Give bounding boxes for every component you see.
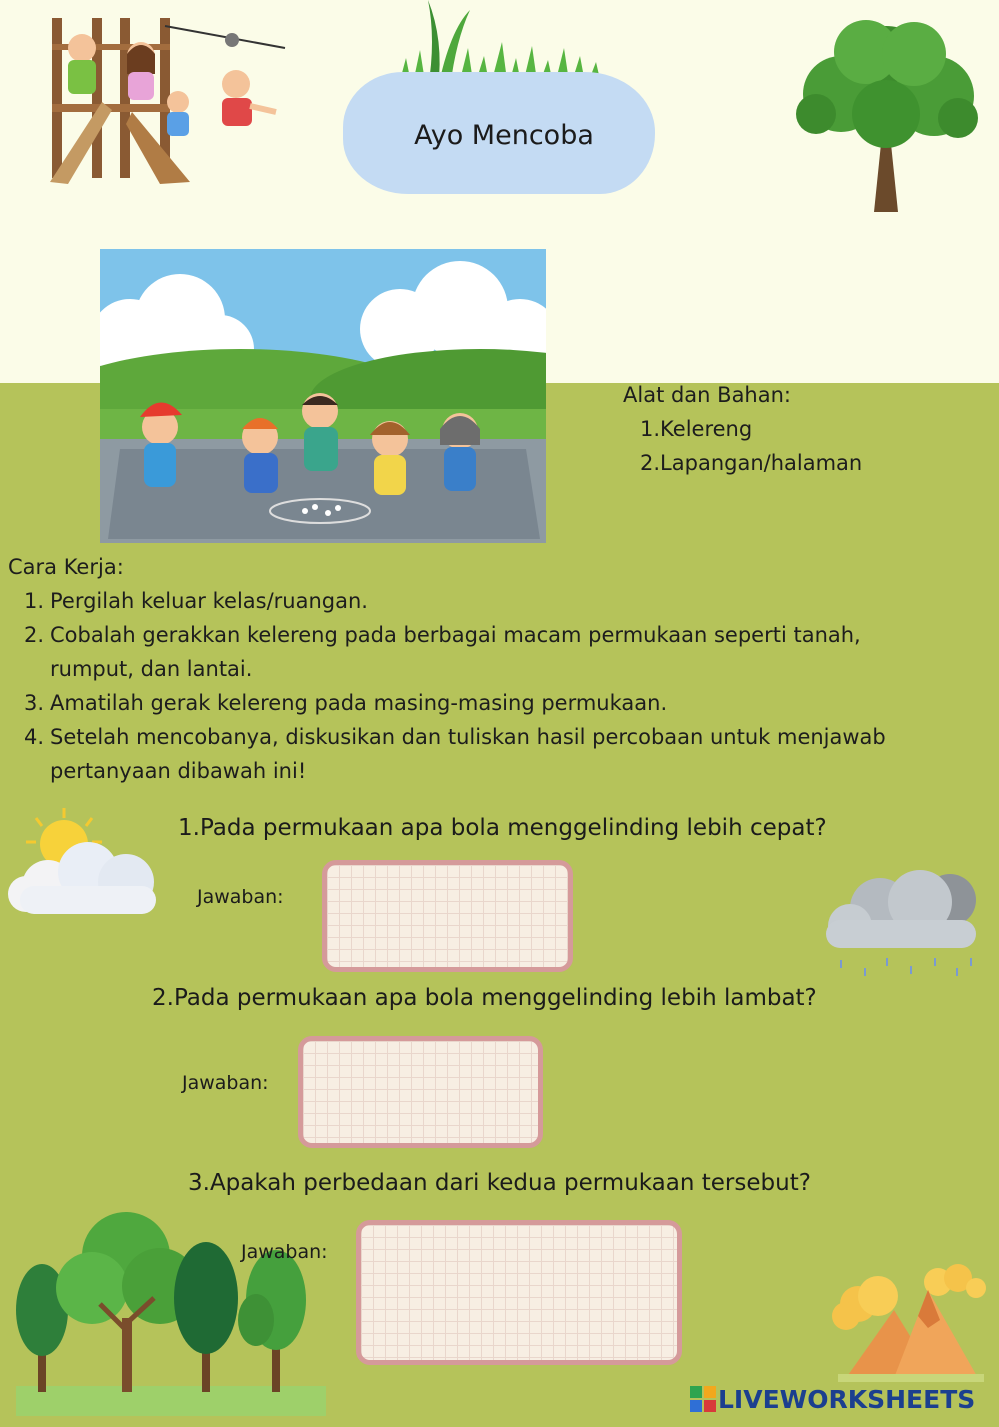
question-3: 3.Apakah perbedaan dari kedua permukaan tersebut? [188, 1170, 811, 1196]
alat-list [623, 412, 862, 480]
cara-heading: Cara Kerja: [8, 555, 124, 579]
answer-box-1[interactable] [322, 860, 573, 972]
list-item: 1.Kelereng [640, 417, 753, 441]
answer-box-2[interactable] [298, 1036, 543, 1148]
rain-cloud-icon [820, 872, 990, 984]
alat-dan-bahan-section [623, 378, 862, 480]
page-title: Ayo Mencoba [414, 120, 594, 151]
cara-list [8, 584, 993, 788]
list-item: 1. Pergilah keluar kelas/ruangan. [24, 589, 368, 613]
cara-kerja-section [8, 550, 993, 788]
watermark-text: LIVEWORKSHEETS [718, 1385, 976, 1414]
marble-kids-photo [100, 249, 546, 543]
sun-cloud-icon [6, 806, 166, 918]
playground-kids-illustration [40, 14, 290, 186]
list-item: 2.Lapangan/halaman [640, 451, 863, 475]
mountain-icon [828, 1266, 988, 1382]
answer-label-2: Jawaban: [182, 1072, 269, 1094]
answer-label-1: Jawaban: [197, 886, 284, 908]
question-2: 2.Pada permukaan apa bola menggelinding lebih lambat? [152, 985, 817, 1011]
answer-label-3: Jawaban: [241, 1241, 328, 1263]
list-item: 2. Cobalah gerakkan kelereng pada berbagai macam permukaan seperti tanah, rumput, dan lantai. [24, 623, 861, 681]
tree-icon [786, 14, 986, 214]
liveworksheets-logo-icon [690, 1386, 716, 1412]
list-item: 3. Amatilah gerak kelereng pada masing-masing permukaan. [24, 691, 668, 715]
alat-heading: Alat dan Bahan: [623, 383, 791, 407]
answer-box-3[interactable] [356, 1220, 682, 1365]
list-item: 4. Setelah mencobanya, diskusikan dan tuliskan hasil percobaan untuk menjawab pertanyaan dibawah ini! [24, 725, 886, 783]
watermark [690, 1385, 975, 1414]
question-1: 1.Pada permukaan apa bola menggelinding lebih cepat? [178, 815, 827, 841]
